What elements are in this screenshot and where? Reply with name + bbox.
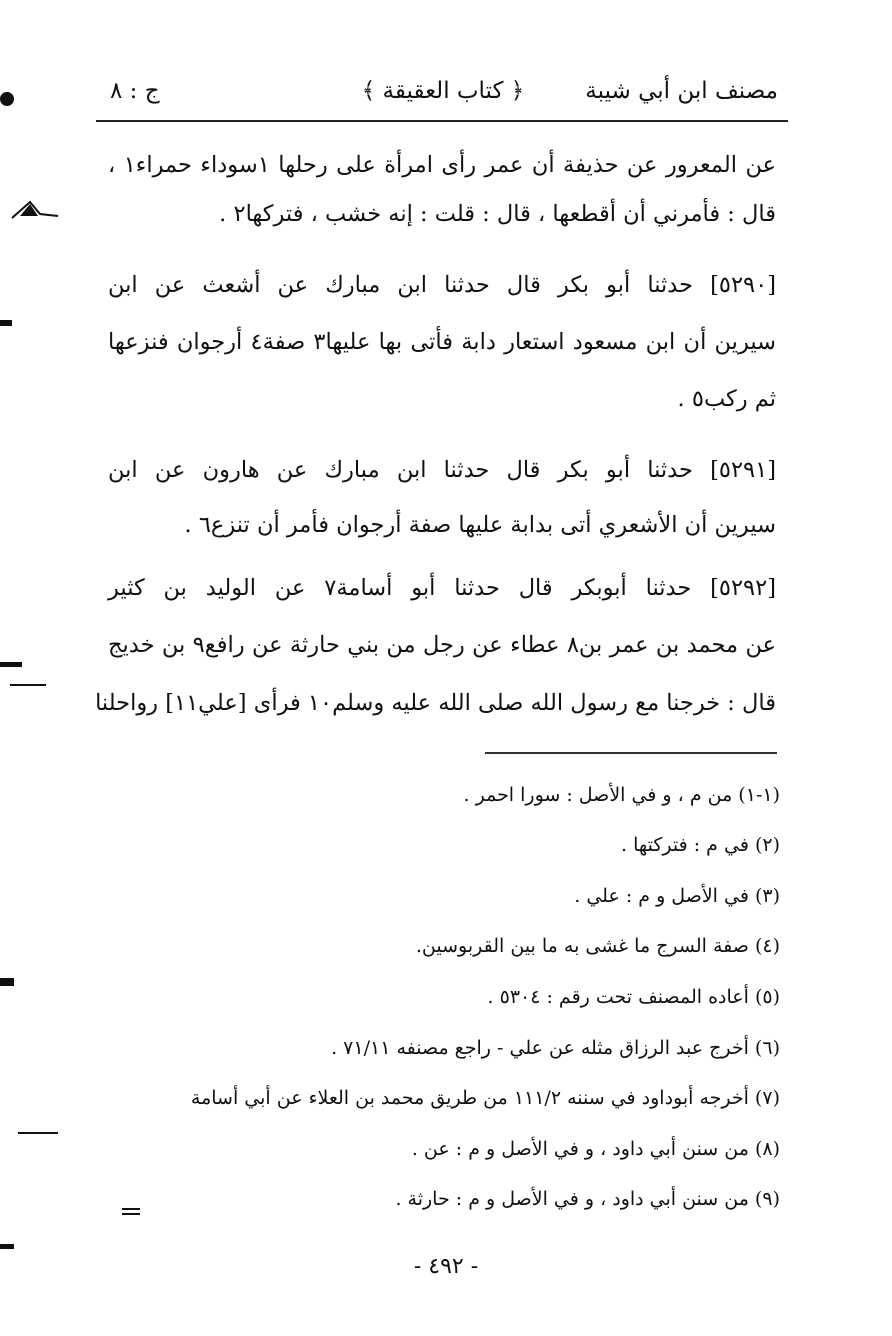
book-title: مصنف ابن أبي شيبة (585, 78, 778, 104)
footnote: (٢) في م : فتركتها . (621, 834, 780, 856)
footnote: (٨) من سنن أبي داود ، و في الأصل و م : عن . (411, 1138, 780, 1160)
volume-label: ج : ٨ (110, 78, 160, 104)
footnote: (٦) أخرج عبد الرزاق مثله عن علي - راجع مصنفه ٧١/١١ . (331, 1037, 780, 1059)
footnote: (٩) من سنن أبي داود ، و في الأصل و م : حارثة . (395, 1188, 780, 1210)
scan-mark (0, 662, 22, 667)
text-line: ثم ركب٥ . (677, 386, 776, 412)
text-line: [٥٢٩٠] حدثنا أبو بكر قال حدثنا ابن مبارك عن أشعث عن ابن (108, 272, 776, 298)
footnote-separator (485, 752, 777, 754)
footnote: (٧) أخرجه أبوداود في سننه ١١١/٢ من طريق محمد بن العلاء عن أبي أسامة (190, 1087, 780, 1109)
text-line: [٥٢٩١] حدثنا أبو بكر قال حدثنا ابن مبارك عن هارون عن ابن (108, 457, 776, 483)
text-line: سيرين أن ابن مسعود استعار دابة فأتى بها عليها٣ صفة٤ أرجوان فنزعها (108, 329, 777, 355)
scan-mark (10, 198, 58, 222)
text-line: عن المعرور عن حذيفة أن عمر رأى امرأة على رحلها ١سوداء حمراء١ ، (108, 152, 776, 178)
scan-mark (10, 684, 46, 686)
scan-mark (122, 1208, 140, 1210)
text-line: سيرين أن الأشعري أتى بدابة عليها صفة أرجوان فأمر أن تنزع٦ . (184, 512, 776, 538)
running-header (96, 72, 790, 120)
scan-mark (0, 1244, 14, 1249)
scan-mark (0, 92, 14, 106)
scan-mark (0, 978, 14, 986)
header-rule (96, 120, 788, 122)
text-line: قال : فأمرني أن أقطعها ، قال : قلت : إنه خشب ، فتركها٢ . (219, 201, 776, 227)
scan-mark (122, 1213, 140, 1215)
text-line: عن محمد بن عمر بن٨ عطاء عن رجل من بني حارثة عن رافع٩ بن خديج (108, 632, 776, 658)
page-number: - ٤٩٢ - (413, 1254, 479, 1279)
footnote: (٤) صفة السرج ما غشى به ما بين القربوسين. (415, 935, 780, 957)
footnote: (٥) أعاده المصنف تحت رقم : ٥٣٠٤ . (487, 986, 780, 1008)
scan-mark (18, 1132, 58, 1134)
text-line: قال : خرجنا مع رسول الله صلى الله عليه وسلم١٠ فرأى [علي١١] رواحلنا (95, 690, 776, 716)
text-line: [٥٢٩٢] حدثنا أبوبكر قال حدثنا أبو أسامة٧ عن الوليد بن كثير (108, 575, 776, 601)
scan-mark (0, 320, 12, 326)
footnote: (١-١) من م ، و في الأصل : سورا احمر . (463, 784, 780, 806)
footnote: (٣) في الأصل و م : علي . (574, 885, 780, 907)
chapter-title: ﴿ كتاب العقيقة ﴾ (361, 78, 525, 104)
